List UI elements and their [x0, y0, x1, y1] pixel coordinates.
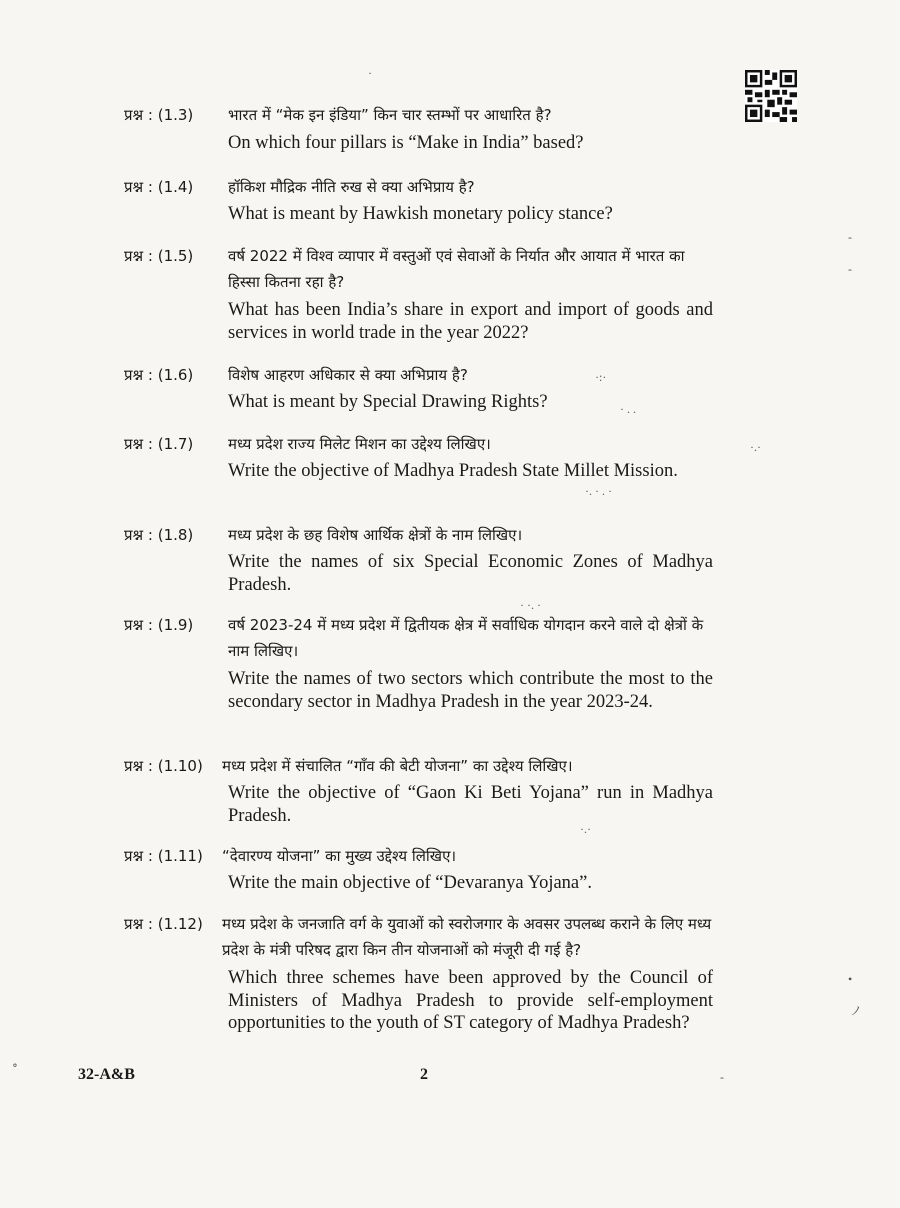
paper-code: 32-A&B: [78, 1066, 135, 1083]
question-text-english: Write the names of six Special Economic Zones of Madhya Pradesh.: [228, 552, 713, 595]
question-text-hindi: “देवारण्य योजना” का मुख्य उद्देश्य लिखिए।: [222, 847, 457, 865]
question-text-hindi: हॉकिश मौद्रिक नीति रुख से क्या अभिप्राय है?: [228, 178, 475, 196]
question-text-hindi: मध्य प्रदेश के जनजाति वर्ग के युवाओं को स्वरोजगार के अवसर उपलब्ध कराने के लिए मध्य प्रदेश के मंत्री परिषद द्वारा किन तीन योजनाओं को मंजूरी दी गई है?: [222, 915, 712, 959]
question-text-english: Write the names of two sectors which contribute the most to the secondary sector in Madhya Pradesh in the year 2023-24.: [228, 669, 713, 712]
question-text-hindi: विशेष आहरण अधिकार से क्या अभिप्राय है?: [228, 366, 468, 384]
scan-speck: -: [720, 1070, 724, 1084]
scan-speck: ∘: [12, 1058, 18, 1072]
scan-speck: -: [848, 262, 852, 276]
question-text-hindi: वर्ष 2022 में विश्व व्यापार में वस्तुओं एवं सेवाओं के निर्यात और आयात में भारत का हिस्सा कितना रहा है?: [228, 247, 685, 291]
question-label: प्रश्न : (1.4): [124, 178, 194, 196]
scan-speck: · . .: [620, 402, 636, 416]
question-label: प्रश्न : (1.8): [124, 526, 194, 544]
scan-speck: ·. · . ·: [585, 484, 612, 498]
question-text-english: Which three schemes have been approved by the Council of Ministers of Madhya Pradesh to provide self-employment opportunities to the youth of ST category of Madhya Pradesh?: [228, 968, 713, 1033]
question-text-english: Write the objective of “Gaon Ki Beti Yojana” run in Madhya Pradesh.: [228, 783, 713, 826]
scan-speck: -: [848, 230, 852, 244]
question-label: प्रश्न : (1.11): [124, 847, 203, 865]
question-text-english: What is meant by Hawkish monetary policy stance?: [228, 204, 613, 224]
scan-speck: ·:·: [595, 370, 607, 384]
qr-code-icon: [745, 70, 797, 122]
question-text-english: On which four pillars is “Make in India” based?: [228, 133, 584, 153]
question-label: प्रश्न : (1.6): [124, 366, 194, 384]
question-label: प्रश्न : (1.10): [124, 757, 203, 775]
question-label: प्रश्न : (1.5): [124, 247, 194, 265]
question-text-hindi: मध्य प्रदेश के छह विशेष आर्थिक क्षेत्रों के नाम लिखिए।: [228, 526, 523, 544]
question-label: प्रश्न : (1.9): [124, 616, 194, 634]
scan-speck: ノ: [850, 1004, 863, 1018]
question-text-hindi: मध्य प्रदेश में संचालित “गाँव की बेटी योजना” का उद्देश्य लिखिए।: [222, 757, 573, 775]
scan-speck: ·.·: [750, 440, 761, 454]
question-text-hindi: मध्य प्रदेश राज्य मिलेट मिशन का उद्देश्य लिखिए।: [228, 435, 491, 453]
scan-speck: •: [848, 972, 853, 986]
scan-speck: ·.·: [580, 822, 591, 836]
question-label: प्रश्न : (1.7): [124, 435, 194, 453]
scan-speck: ·: [368, 66, 372, 80]
question-text-english: What is meant by Special Drawing Rights?: [228, 392, 548, 412]
page-number: 2: [420, 1066, 428, 1083]
question-text-hindi: भारत में “मेक इन इंडिया” किन चार स्तम्भों पर आधारित है?: [228, 106, 552, 124]
question-label: प्रश्न : (1.3): [124, 106, 194, 124]
question-text-english: What has been India’s share in export and import of goods and services in world trade in the year 2022?: [228, 300, 713, 343]
question-label: प्रश्न : (1.12): [124, 915, 203, 933]
question-text-english: Write the objective of Madhya Pradesh State Millet Mission.: [228, 461, 678, 481]
question-text-english: Write the main objective of “Devaranya Yojana”.: [228, 873, 592, 893]
question-text-hindi: वर्ष 2023-24 में मध्य प्रदेश में द्वितीयक क्षेत्र में सर्वाधिक योगदान करने वाले दो क्षेत्रों के नाम लिखिए।: [228, 616, 704, 660]
scan-speck: · ·. ·: [520, 598, 541, 612]
